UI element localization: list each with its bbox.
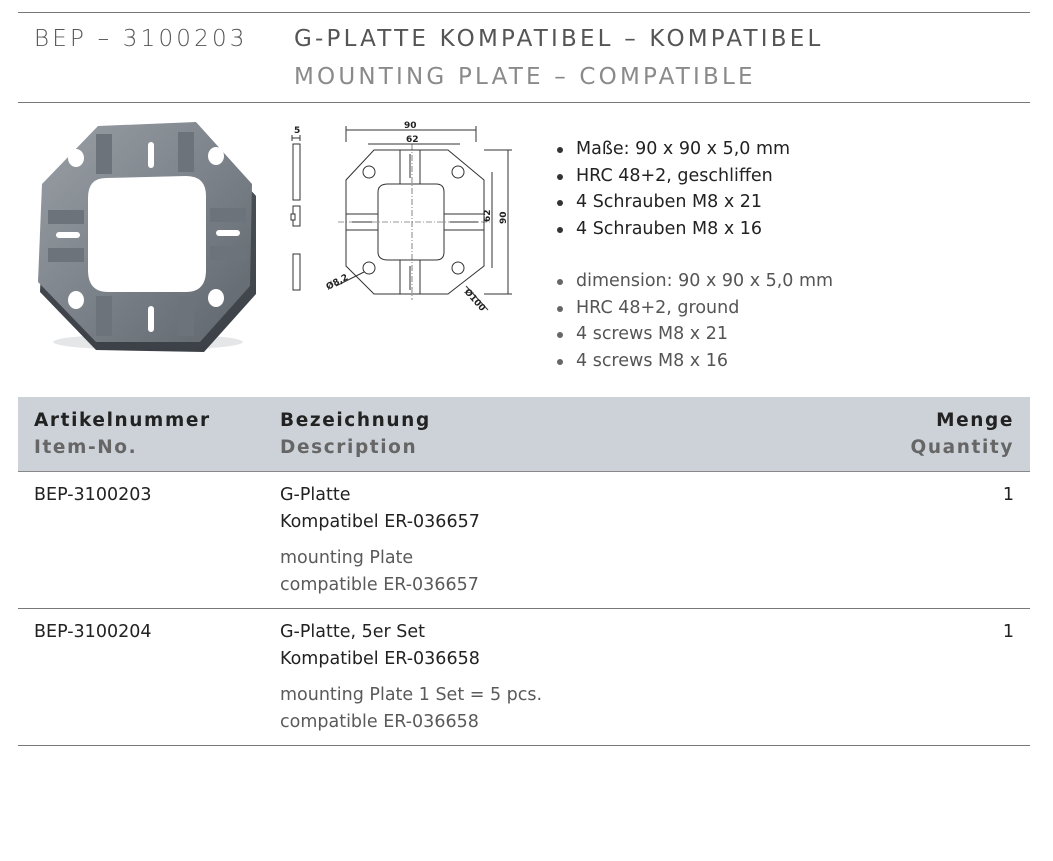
row-2-quantity: 1 [1002,622,1014,642]
row-2-description-de-line2: Kompatibel ER-036658 [280,649,480,669]
table-header [18,397,1030,472]
dim-circle-label: Ø100 [461,287,487,314]
column-header-quantity-en: Quantity [910,437,1014,458]
dim-width-label: 90 [404,121,417,131]
row-2-description-en-line2: compatible ER-036658 [280,712,479,732]
feature-item: Maße: 90 x 90 x 5,0 mm [556,136,790,163]
column-header-description [280,407,431,461]
feature-list-de [556,136,790,242]
row-1-description-de-line2: Kompatibel ER-036657 [280,512,480,532]
column-header-description-en: Description [280,437,418,458]
product-photo [36,120,256,352]
column-header-item-en: Item-No. [34,437,138,458]
row-1-item-number: BEP-3100203 [34,485,152,505]
dim-height-inner-label: 62 [483,209,493,222]
column-header-item-de: Artikelnummer [34,410,211,431]
dim-hole-spacing-label: 62 [406,135,419,145]
feature-item: dimension: 90 x 90 x 5,0 mm [556,268,833,295]
row-1-description [280,482,480,599]
feature-item: HRC 48+2, ground [556,295,833,322]
feature-list-en [556,268,833,374]
top-rule [18,12,1030,13]
table-bottom-rule [18,745,1030,746]
row-divider [18,608,1030,609]
feature-item: 4 screws M8 x 16 [556,348,833,375]
technical-drawing [278,118,533,320]
row-1-description-en-line1: mounting Plate [280,548,414,568]
row-2-item-number: BEP-3100204 [34,622,152,642]
column-header-description-de: Bezeichnung [280,410,431,431]
header-rule [18,102,1030,103]
feature-item: 4 Schrauben M8 x 16 [556,216,790,243]
row-1-description-en-line2: compatible ER-036657 [280,575,479,595]
column-header-quantity [911,407,1014,461]
header-title: G-PLATTE KOMPATIBEL – KOMPATIBEL [294,26,824,52]
dim-thickness-label: 5 [294,126,301,136]
dim-hole-dia-label: Ø8,2 [324,272,351,293]
row-2-description-en-line1: mounting Plate 1 Set = 5 pcs. [280,685,543,705]
header-article-code: BEP – 3100203 [34,26,248,52]
feature-item: 4 Schrauben M8 x 21 [556,189,790,216]
column-header-quantity-de: Menge [936,410,1014,431]
column-header-item [34,407,211,461]
feature-item: 4 screws M8 x 21 [556,321,833,348]
row-1-description-de-line1: G-Platte [280,485,351,505]
header-subtitle: MOUNTING PLATE – COMPATIBLE [294,64,756,90]
feature-item: HRC 48+2, geschliffen [556,163,790,190]
row-1-quantity: 1 [1002,485,1014,505]
row-2-description [280,619,542,736]
dim-height-label: 90 [499,211,509,224]
row-2-description-de-line1: G-Platte, 5er Set [280,622,426,642]
